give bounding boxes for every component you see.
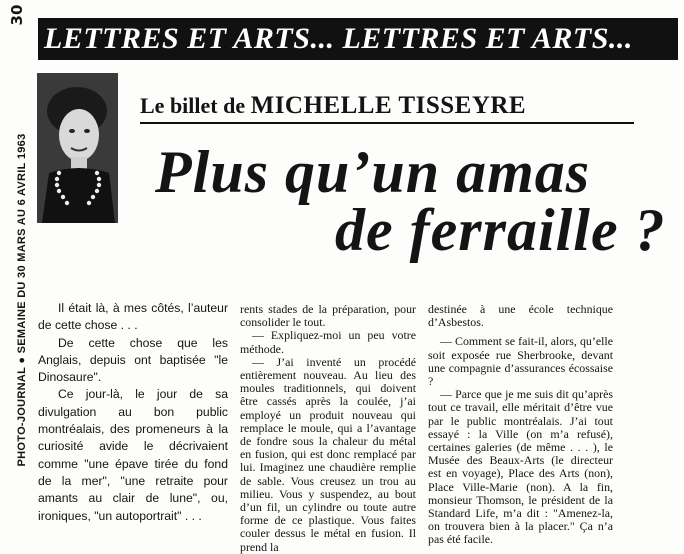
article-column-3 (428, 302, 613, 547)
headline-line-2: de ferraille ? (335, 197, 666, 263)
byline-prefix: Le billet de (140, 93, 246, 118)
byline-underline (140, 122, 634, 124)
author-portrait (37, 73, 118, 223)
paragraph: Il était là, à mes côtés, l’auteur de cette chose . . . (38, 301, 228, 333)
paragraph: — J’ai inventé un procédé entièrement nouveau. Au lieu des moules traditionnels, qui doivent être cassés après la coulée, j’ai employé un produit nouveau qui remplace le moule, qui a l’avantage de fondre sous la chaleur du métal en fusion, qui est donc remplacé par lui. Imaginez une chaudière remplie de sable. Vous creusez un trou au milieu. Vous y suspendez, au bout d’un fil, un cylindre ou toute autre forme de ce plastique. Vous faites couler dessus le métal en fusion. Il prend la (240, 354, 416, 554)
publication-dateline: PHOTO-JOURNAL ● SEMAINE DU 30 MARS AU 6 AVRIL 1963 (16, 133, 28, 467)
author-name: MICHELLE TISSEYRE (250, 92, 527, 119)
paragraph: — Expliquez-moi un peu votre méthode. (240, 328, 416, 356)
article-column-1 (38, 300, 228, 537)
paragraph: — Comment se fait-il, alors, qu’elle soit exposée rue Sherbrooke, devant une compagnie d’assurances écossaise ? (428, 334, 613, 389)
page-number: 30 (8, 4, 26, 26)
article-column-2 (240, 302, 416, 554)
paragraph: De cette chose que les Anglais, depuis ont baptisée "le Dinosaure". (38, 335, 228, 385)
paragraph: — Parce que je me suis dit qu’après tout ce travail, elle méritait d’être vue par le public montréalais. J’ai tout essayé : la Ville (on m’a refusé), certaines galeries (de même . . . ), le Musée des Beaux-Arts (le directeur est en voyage), Place des Arts (non), Place Ville-Marie (non). A la fin, monsieur Thomson, le président de la Standard Life, m’a dit : "Amenez-la, on trouvera bien à la placer." Ça n’a pas été facile. (428, 387, 613, 547)
paragraph: destinée à une école technique d’Asbestos. (428, 302, 613, 330)
section-banner: LETTRES ET ARTS... LETTRES ET ARTS... (38, 18, 678, 60)
byline (140, 92, 630, 120)
headline-line-1: Plus qu’un amas (155, 139, 591, 205)
paragraph: Ce jour-là, le jour de sa divulgation au bon public montréalais, des promeneurs à la curiosité avide le décrivaient comme "une épave tirée du fond de la mer", "une retraite pour amants au clair de lune", ou, ironiques, "un autoportrait" . . . (38, 387, 228, 523)
paragraph: rents stades de la préparation, pour consolider le tout. (240, 302, 416, 330)
